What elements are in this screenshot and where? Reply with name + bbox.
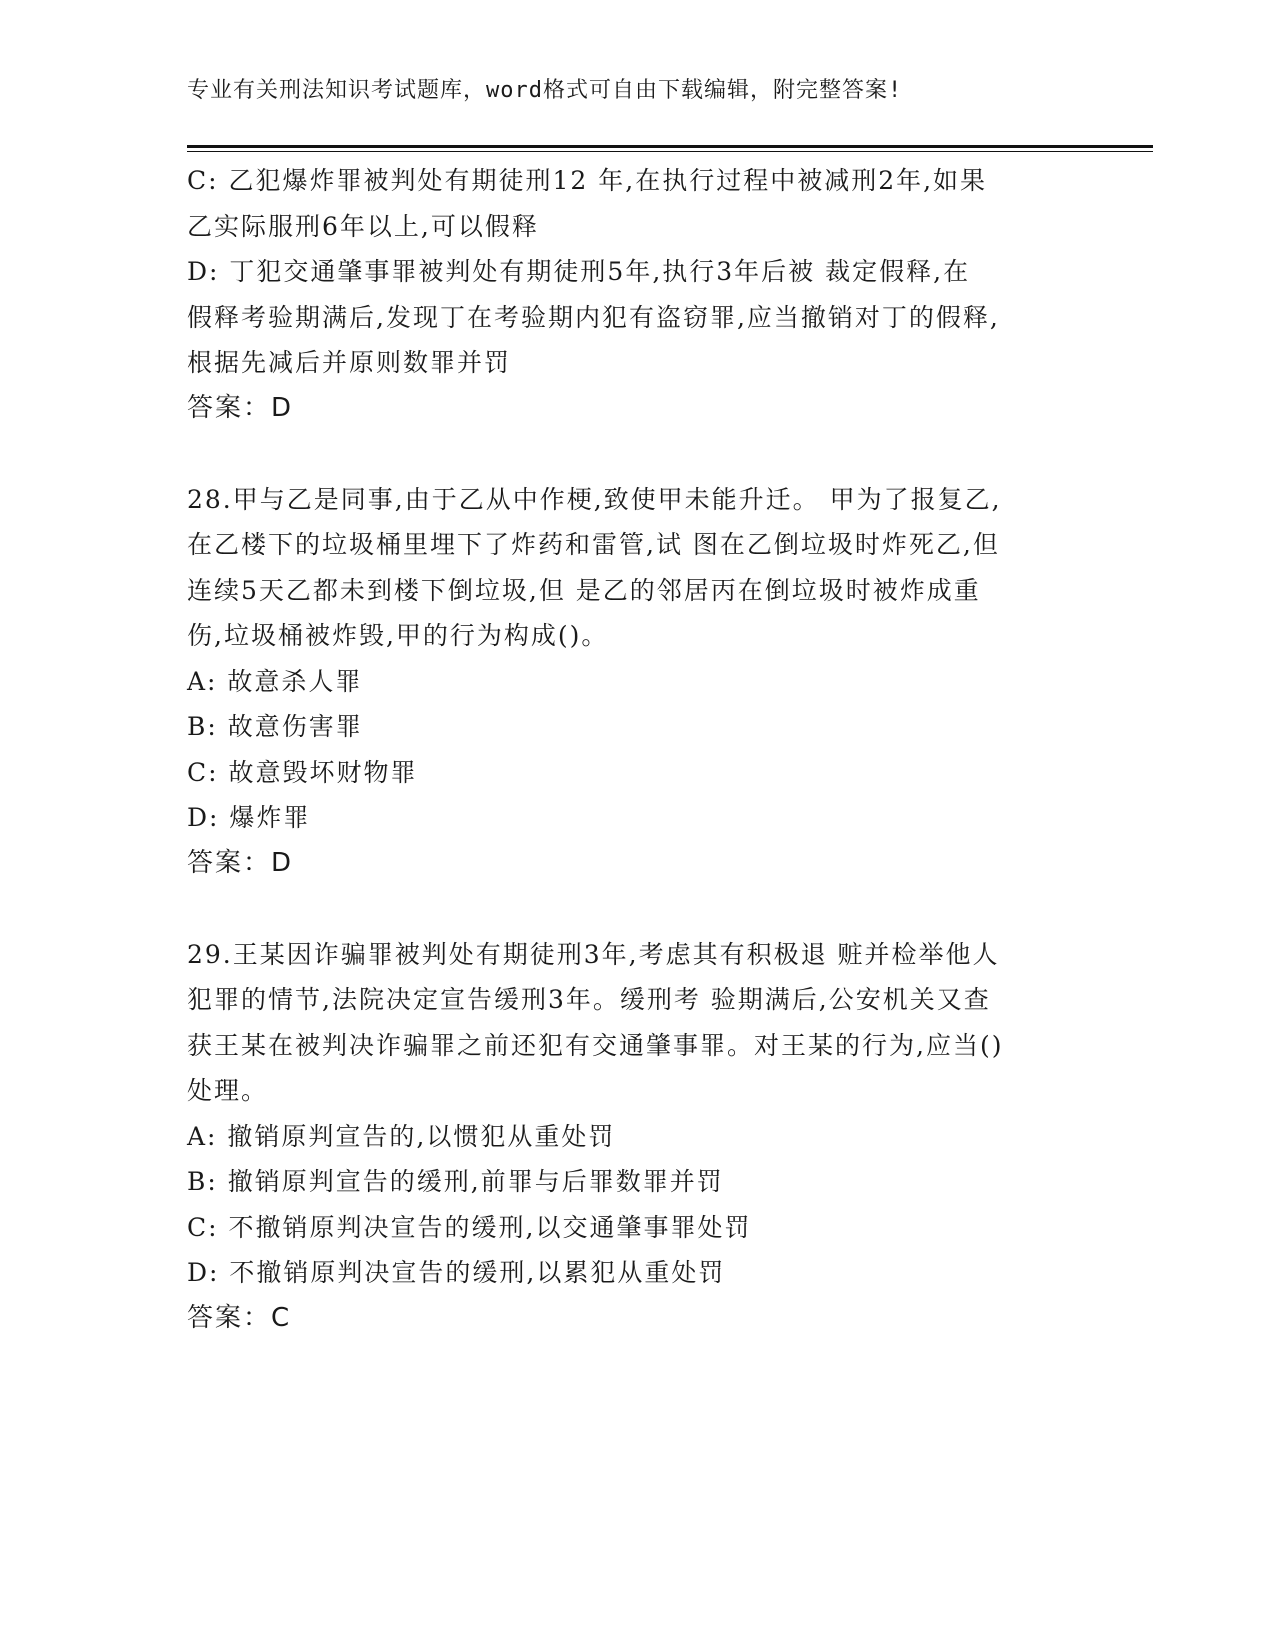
- question-text-line: 处理。: [187, 1076, 269, 1105]
- answer: 答案：D: [187, 847, 294, 878]
- document-body: [187, 158, 1087, 1341]
- prev-question: [187, 158, 1087, 431]
- option-line: 假释考验期满后,发现丁在考验期内犯有盗窃罪,应当撤销对丁的假释,: [187, 302, 1000, 332]
- question-text-line: 29.王某因诈骗罪被判处有期徒刑3年,考虑其有积极退 赃并检举他人: [187, 939, 1000, 969]
- question-text-line: 伤,垃圾桶被炸毁,甲的行为构成()。: [187, 621, 609, 650]
- option-line: 乙实际服刑6年以上,可以假释: [187, 211, 539, 241]
- question-text-line: 获王某在被判决诈骗罪之前还犯有交通肇事罪。对王某的行为,应当(): [187, 1030, 1004, 1060]
- spacer: [187, 886, 1087, 932]
- answer: 答案：C: [187, 1302, 292, 1333]
- option-d: D: 不撤销原判决宣告的缓刑,以累犯从重处罚: [187, 1258, 726, 1287]
- option-a: A: 撤销原判宣告的,以惯犯从重处罚: [187, 1121, 616, 1151]
- option-line: D: 丁犯交通肇事罪被判处有期徒刑5年,执行3年后被 裁定假释,在: [187, 257, 971, 286]
- answer: 答案：D: [187, 392, 294, 423]
- header-rule-thick: [187, 145, 1153, 148]
- question-text-line: 犯罪的情节,法院决定宣告缓刑3年。缓刑考 验期满后,公安机关又查: [187, 985, 991, 1014]
- option-line: 根据先减后并原则数罪并罚: [187, 348, 512, 377]
- page-header: 专业有关刑法知识考试题库，word格式可自由下载编辑，附完整答案!: [187, 78, 903, 103]
- option-d: D: 爆炸罪: [187, 803, 311, 832]
- option-a: A: 故意杀人罪: [187, 666, 363, 696]
- header-rule-thin: [187, 151, 1153, 152]
- option-c: [187, 158, 1087, 249]
- option-c: C: 不撤销原判决宣告的缓刑,以交通肇事罪处罚: [187, 1212, 752, 1242]
- question-29: [187, 932, 1087, 1342]
- question-text-line: 连续5天乙都未到楼下倒垃圾,但 是乙的邻居丙在倒垃圾时被炸成重: [187, 575, 981, 605]
- option-c: C: 故意毁坏财物罪: [187, 757, 418, 787]
- option-d: [187, 249, 1087, 386]
- spacer: [187, 431, 1087, 477]
- option-b: B: 撤销原判宣告的缓刑,前罪与后罪数罪并罚: [187, 1167, 724, 1196]
- question-text-line: 在乙楼下的垃圾桶里埋下了炸药和雷管,试 图在乙倒垃圾时炸死乙,但: [187, 530, 1000, 559]
- question-28: [187, 477, 1087, 887]
- option-line: C: 乙犯爆炸罪被判处有期徒刑12 年,在执行过程中被减刑2年,如果: [187, 166, 988, 195]
- option-b: B: 故意伤害罪: [187, 712, 363, 741]
- question-text-line: 28.甲与乙是同事,由于乙从中作梗,致使甲未能升迁。 甲为了报复乙,: [187, 484, 1002, 514]
